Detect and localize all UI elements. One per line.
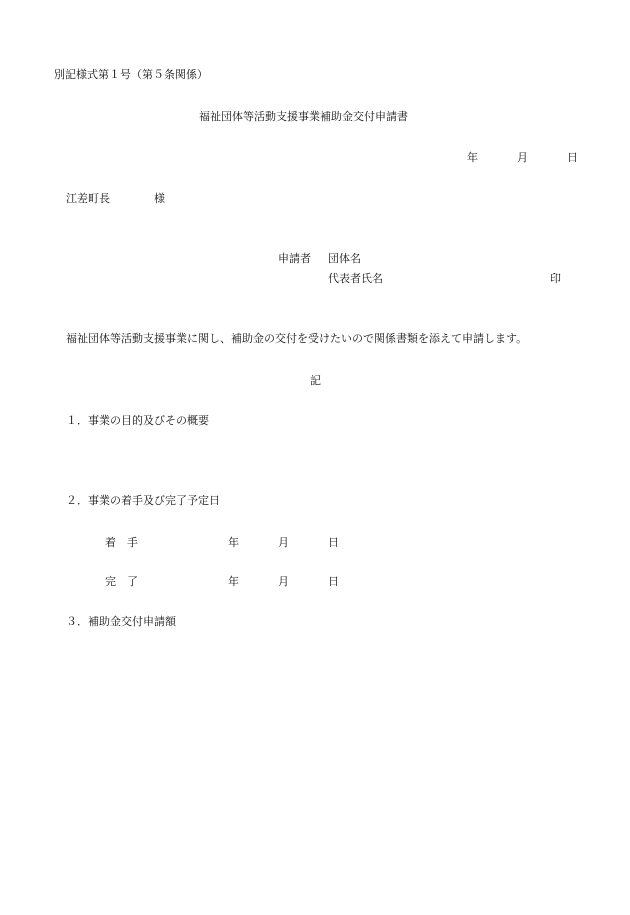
application-statement: 福祉団体等活動支援事業に関し、補助金の交付を受けたいので関係書類を添えて申請します。	[66, 332, 528, 345]
start-day-label: 日	[328, 536, 339, 549]
end-date-label: 完 了	[105, 575, 138, 588]
date-month-label: 月	[517, 151, 528, 164]
date-day-label: 日	[567, 151, 578, 164]
start-month-label: 月	[278, 536, 289, 549]
start-year-label: 年	[228, 536, 239, 549]
item-amount-heading: ３．補助金交付申請額	[66, 615, 176, 628]
form-number: 別記様式第１号（第５条関係）	[54, 68, 208, 81]
end-month-label: 月	[278, 575, 289, 588]
item-purpose-heading: １．事業の目的及びその概要	[66, 414, 209, 427]
ki-heading: 記	[310, 374, 321, 387]
recipient-honorific: 様	[154, 192, 165, 205]
org-name-label: 団体名	[328, 252, 361, 265]
representative-name-label: 代表者氏名	[328, 272, 383, 285]
applicant-label: 申請者	[278, 252, 311, 265]
form-title: 福祉団体等活動支援事業補助金交付申請書	[199, 110, 408, 123]
start-date-label: 着 手	[105, 536, 138, 549]
date-year-label: 年	[467, 151, 478, 164]
recipient-name: 江差町長	[66, 192, 110, 205]
seal-mark: 印	[550, 272, 561, 285]
end-year-label: 年	[228, 575, 239, 588]
end-day-label: 日	[328, 575, 339, 588]
item-schedule-heading: ２．事業の着手及び完了予定日	[66, 494, 220, 507]
